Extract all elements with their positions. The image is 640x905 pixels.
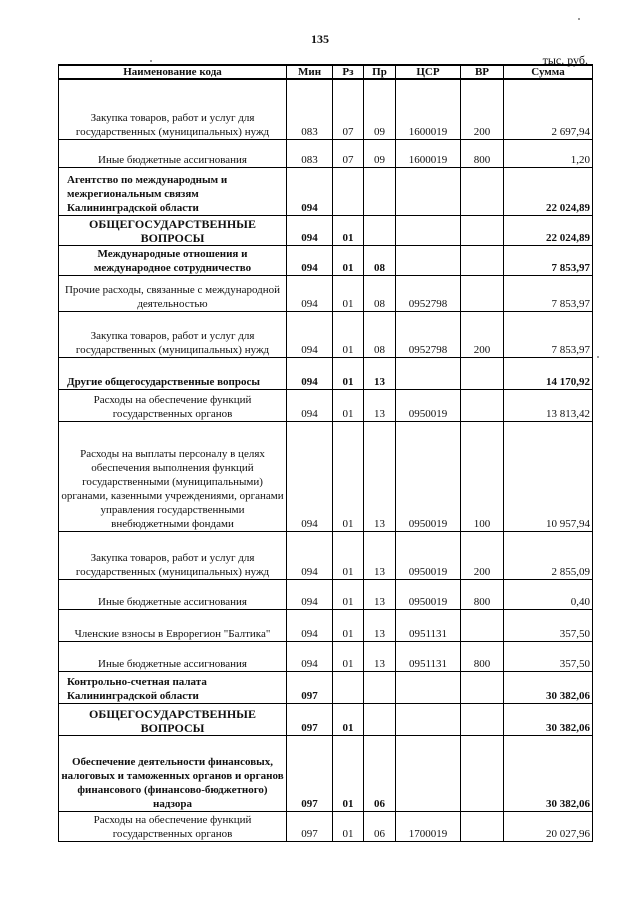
row-name: Иные бюджетные ассигнования bbox=[59, 579, 287, 609]
row-rz bbox=[333, 671, 364, 703]
row-rz bbox=[333, 167, 364, 215]
row-pr: 09 bbox=[364, 79, 396, 139]
row-vr: 200 bbox=[461, 311, 504, 357]
row-rz: 01 bbox=[333, 531, 364, 579]
table-row bbox=[59, 79, 593, 139]
row-vr: 800 bbox=[461, 139, 504, 167]
row-name: Членские взносы в Еврорегион "Балтика" bbox=[59, 609, 287, 641]
row-min: 094 bbox=[287, 275, 333, 311]
table-row bbox=[59, 579, 593, 609]
table-row bbox=[59, 703, 593, 735]
row-vr bbox=[461, 609, 504, 641]
row-csr: 0951131 bbox=[396, 609, 461, 641]
row-vr bbox=[461, 275, 504, 311]
table-row bbox=[59, 167, 593, 215]
row-vr: 100 bbox=[461, 421, 504, 531]
row-csr bbox=[396, 167, 461, 215]
row-pr: 06 bbox=[364, 811, 396, 841]
header-rz: Рз bbox=[333, 65, 364, 79]
row-pr bbox=[364, 671, 396, 703]
row-name: Закупка товаров, работ и услуг для государственных (муниципальных) нужд bbox=[59, 531, 287, 579]
row-rz: 01 bbox=[333, 275, 364, 311]
table-row bbox=[59, 811, 593, 841]
page-number: 135 bbox=[311, 32, 329, 46]
row-vr: 800 bbox=[461, 579, 504, 609]
row-vr bbox=[461, 167, 504, 215]
scan-speck bbox=[578, 18, 580, 20]
row-sum: 13 813,42 bbox=[504, 389, 593, 421]
row-csr bbox=[396, 671, 461, 703]
row-pr: 13 bbox=[364, 609, 396, 641]
row-rz: 01 bbox=[333, 703, 364, 735]
row-rz: 07 bbox=[333, 139, 364, 167]
row-name: Закупка товаров, работ и услуг для государственных (муниципальных) нужд bbox=[59, 311, 287, 357]
row-csr: 0950019 bbox=[396, 421, 461, 531]
row-pr: 06 bbox=[364, 735, 396, 811]
row-csr bbox=[396, 245, 461, 275]
row-pr bbox=[364, 703, 396, 735]
row-csr: 1700019 bbox=[396, 811, 461, 841]
row-name: ОБЩЕГОСУДАРСТВЕННЫЕ ВОПРОСЫ bbox=[59, 703, 287, 735]
row-rz: 01 bbox=[333, 421, 364, 531]
row-name: Расходы на выплаты персоналу в целях обеспечения выполнения функций государственными (муниципальными) органами, казенными учреждениями, органами управления государственными внебюджетными фондами bbox=[59, 421, 287, 531]
row-pr: 13 bbox=[364, 357, 396, 389]
row-min: 083 bbox=[287, 79, 333, 139]
row-vr bbox=[461, 671, 504, 703]
row-rz: 01 bbox=[333, 245, 364, 275]
row-rz: 01 bbox=[333, 579, 364, 609]
row-csr: 0951131 bbox=[396, 641, 461, 671]
row-name: Иные бюджетные ассигнования bbox=[59, 139, 287, 167]
row-rz: 01 bbox=[333, 357, 364, 389]
table-row bbox=[59, 671, 593, 703]
row-min: 094 bbox=[287, 609, 333, 641]
row-vr bbox=[461, 357, 504, 389]
scan-speck bbox=[597, 356, 599, 358]
row-name: Расходы на обеспечение функций государственных органов bbox=[59, 811, 287, 841]
row-vr bbox=[461, 389, 504, 421]
row-vr: 200 bbox=[461, 79, 504, 139]
row-pr: 08 bbox=[364, 311, 396, 357]
row-csr bbox=[396, 703, 461, 735]
row-name: Прочие расходы, связанные с международной деятельностью bbox=[59, 275, 287, 311]
row-sum: 7 853,97 bbox=[504, 275, 593, 311]
row-sum: 7 853,97 bbox=[504, 311, 593, 357]
header-sum: Сумма bbox=[504, 65, 593, 79]
row-rz: 01 bbox=[333, 641, 364, 671]
row-sum: 1,20 bbox=[504, 139, 593, 167]
row-pr: 13 bbox=[364, 579, 396, 609]
row-name: Другие общегосударственные вопросы bbox=[59, 357, 287, 389]
row-pr: 13 bbox=[364, 531, 396, 579]
row-csr: 0952798 bbox=[396, 275, 461, 311]
header-name: Наименование кода bbox=[59, 65, 287, 79]
row-min: 094 bbox=[287, 167, 333, 215]
row-csr: 1600019 bbox=[396, 139, 461, 167]
row-sum: 14 170,92 bbox=[504, 357, 593, 389]
row-csr: 1600019 bbox=[396, 79, 461, 139]
row-rz: 01 bbox=[333, 311, 364, 357]
row-sum: 2 855,09 bbox=[504, 531, 593, 579]
row-min: 094 bbox=[287, 641, 333, 671]
row-min: 097 bbox=[287, 735, 333, 811]
row-csr bbox=[396, 735, 461, 811]
row-vr: 200 bbox=[461, 531, 504, 579]
row-pr: 13 bbox=[364, 389, 396, 421]
table-row bbox=[59, 609, 593, 641]
row-sum: 0,40 bbox=[504, 579, 593, 609]
header-pr: Пр bbox=[364, 65, 396, 79]
row-name: Закупка товаров, работ и услуг для государственных (муниципальных) нужд bbox=[59, 79, 287, 139]
row-sum: 2 697,94 bbox=[504, 79, 593, 139]
row-sum: 7 853,97 bbox=[504, 245, 593, 275]
row-pr bbox=[364, 167, 396, 215]
row-min: 097 bbox=[287, 703, 333, 735]
row-min: 094 bbox=[287, 215, 333, 245]
header-csr: ЦСР bbox=[396, 65, 461, 79]
table-header-row bbox=[59, 65, 593, 79]
row-pr: 09 bbox=[364, 139, 396, 167]
row-min: 094 bbox=[287, 357, 333, 389]
row-vr: 800 bbox=[461, 641, 504, 671]
table-row bbox=[59, 531, 593, 579]
row-csr bbox=[396, 215, 461, 245]
row-min: 094 bbox=[287, 579, 333, 609]
row-name: Расходы на обеспечение функций государственных органов bbox=[59, 389, 287, 421]
row-vr bbox=[461, 735, 504, 811]
row-name: Обеспечение деятельности финансовых, налоговых и таможенных органов и органов финансового (финансово-бюджетного) надзора bbox=[59, 735, 287, 811]
row-name: Контрольно-счетная палата Калининградской области bbox=[59, 671, 287, 703]
row-rz: 01 bbox=[333, 215, 364, 245]
row-rz: 07 bbox=[333, 79, 364, 139]
table-row bbox=[59, 641, 593, 671]
row-pr: 13 bbox=[364, 421, 396, 531]
row-name: Агентство по международным и межрегиональным связям Калининградской области bbox=[59, 167, 287, 215]
row-sum: 357,50 bbox=[504, 641, 593, 671]
row-sum: 20 027,96 bbox=[504, 811, 593, 841]
row-rz: 01 bbox=[333, 389, 364, 421]
table-row bbox=[59, 139, 593, 167]
row-sum: 30 382,06 bbox=[504, 671, 593, 703]
header-min: Мин bbox=[287, 65, 333, 79]
table-row bbox=[59, 357, 593, 389]
budget-table bbox=[58, 64, 593, 842]
row-sum: 22 024,89 bbox=[504, 215, 593, 245]
row-vr bbox=[461, 215, 504, 245]
row-min: 097 bbox=[287, 811, 333, 841]
row-pr: 13 bbox=[364, 641, 396, 671]
row-rz: 01 bbox=[333, 735, 364, 811]
scan-speck bbox=[150, 60, 152, 62]
units-label: тыс. руб. bbox=[542, 53, 588, 67]
row-vr bbox=[461, 245, 504, 275]
row-min: 094 bbox=[287, 531, 333, 579]
row-vr bbox=[461, 703, 504, 735]
row-csr: 0950019 bbox=[396, 531, 461, 579]
row-name: Международные отношения и международное сотрудничество bbox=[59, 245, 287, 275]
row-pr bbox=[364, 215, 396, 245]
table-row bbox=[59, 735, 593, 811]
row-sum: 10 957,94 bbox=[504, 421, 593, 531]
header-vr: ВР bbox=[461, 65, 504, 79]
table-row bbox=[59, 215, 593, 245]
row-min: 094 bbox=[287, 245, 333, 275]
row-min: 097 bbox=[287, 671, 333, 703]
table-row bbox=[59, 421, 593, 531]
row-pr: 08 bbox=[364, 275, 396, 311]
row-csr bbox=[396, 357, 461, 389]
row-min: 083 bbox=[287, 139, 333, 167]
row-pr: 08 bbox=[364, 245, 396, 275]
row-sum: 22 024,89 bbox=[504, 167, 593, 215]
row-csr: 0950019 bbox=[396, 389, 461, 421]
row-name: Иные бюджетные ассигнования bbox=[59, 641, 287, 671]
table-row bbox=[59, 311, 593, 357]
row-min: 094 bbox=[287, 311, 333, 357]
row-min: 094 bbox=[287, 421, 333, 531]
row-min: 094 bbox=[287, 389, 333, 421]
table-row bbox=[59, 389, 593, 421]
table-row bbox=[59, 245, 593, 275]
row-csr: 0952798 bbox=[396, 311, 461, 357]
row-sum: 30 382,06 bbox=[504, 735, 593, 811]
row-csr: 0950019 bbox=[396, 579, 461, 609]
row-sum: 357,50 bbox=[504, 609, 593, 641]
table-row bbox=[59, 275, 593, 311]
row-rz: 01 bbox=[333, 811, 364, 841]
row-sum: 30 382,06 bbox=[504, 703, 593, 735]
row-name: ОБЩЕГОСУДАРСТВЕННЫЕ ВОПРОСЫ bbox=[59, 215, 287, 245]
row-vr bbox=[461, 811, 504, 841]
row-rz: 01 bbox=[333, 609, 364, 641]
